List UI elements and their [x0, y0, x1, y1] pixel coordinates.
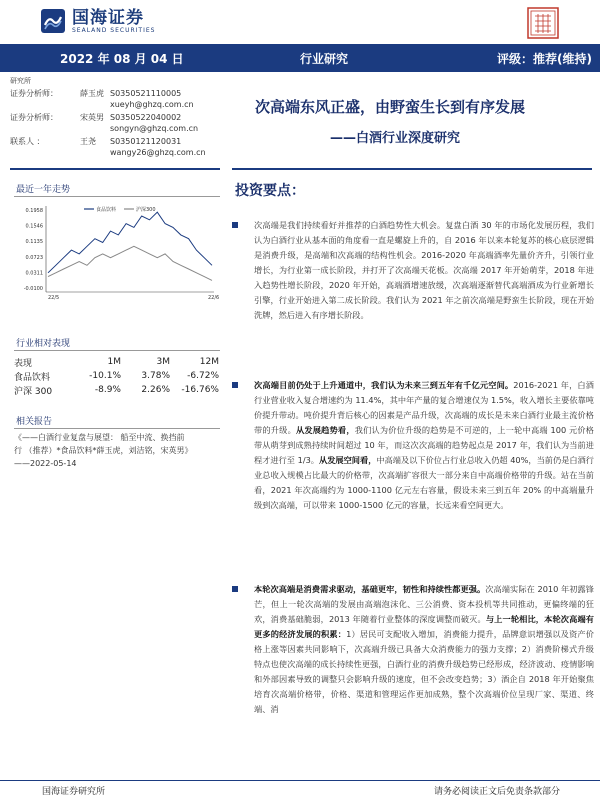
header-cell: 1M — [107, 357, 121, 367]
y-tick-label: 0.1546 — [25, 223, 43, 230]
table-cell: 2.26% — [141, 385, 170, 395]
table-cell: -8.9% — [94, 385, 121, 395]
related-section-title: 相关报告 — [16, 417, 53, 427]
analyst-role: 联系人 ： — [10, 137, 45, 146]
report-rating: 评级：推荐(维持) — [497, 51, 592, 66]
x-tick-label: 22/5 — [48, 295, 60, 301]
analyst-role: 证券分析师： — [10, 89, 58, 98]
x-axis-ticks — [48, 295, 219, 301]
analyst-cert: S0350521110005 — [110, 89, 182, 98]
analyst-name: 宋英男 — [80, 113, 104, 122]
table-cell: -16.76% — [181, 385, 219, 395]
key-point-text: 次高端是我们持续看好并推荐的白酒趋势性大机会。复盘白酒 30 年的市场化发展历程，我们认为白酒行业从基本面的角度看一直是螺旋上升的，自 2016 年以来本轮复苏的核心底层逻辑是消费升级，是高端和次高端的结构性机会。2016-2020 年高端酒率先量价齐升，引领行业增长，为行业第一成长阶段，并打开了次高端天花板。次高端 2017 年开始萌芽，2018 年进入趋势性增长阶段，2020 年开始，高端酒增速放缓，次高端逐渐替代高端酒成为行业新增长引擎，行业开始进入第二成长阶段。我们认为 2021 年之前次高端是野蛮生长阶段，现在开始洗牌，然后进入有序增长阶段。 — [254, 220, 594, 320]
y-axis-ticks — [24, 208, 43, 292]
report-title: 次高端东风正盛，由野蛮生长到有序发展 — [255, 98, 526, 116]
report-subtitle: ——白酒行业深度研究 — [330, 131, 461, 146]
analyst-name: 薛玉虎 — [80, 89, 104, 98]
right-divider — [232, 168, 592, 170]
key-point-3 — [232, 582, 594, 717]
trend-section-line — [14, 196, 220, 197]
left-divider — [10, 168, 220, 170]
certification-seal-icon — [526, 6, 560, 40]
y-tick-label: 0.0311 — [25, 270, 43, 277]
y-tick-label: -0.0100 — [23, 286, 43, 292]
series-lines — [48, 212, 212, 280]
footer-institute: 国海证券研究所 — [42, 787, 106, 797]
table-cell: -6.72% — [187, 371, 219, 381]
table-row — [14, 369, 220, 383]
legend-label-food: 食品饮料 — [96, 207, 117, 213]
performance-table — [14, 355, 220, 397]
header-cell: 3M — [156, 357, 170, 367]
related-section-line — [14, 428, 220, 429]
bullet-icon — [232, 586, 238, 592]
key-point-2 — [232, 378, 594, 513]
related-report-line[interactable]: 《——白酒行业复盘与展望： 船至中流、换挡前 — [14, 433, 185, 442]
header-cell: 表现 — [14, 358, 33, 369]
bullet-icon — [232, 382, 238, 388]
table-cell: 3.78% — [141, 371, 170, 381]
series-line-food — [48, 212, 212, 273]
analyst-entry — [10, 88, 230, 110]
analyst-cert: S0350121120031 — [110, 137, 182, 146]
analyst-list — [10, 76, 230, 160]
y-tick-label: 0.0723 — [25, 254, 43, 261]
y-tick-label: 0.1958 — [25, 208, 43, 214]
chart-legend — [84, 206, 156, 213]
institute-label: 研究所 — [10, 77, 31, 85]
table-cell: 食品饮料 — [14, 372, 51, 383]
analyst-email[interactable]: xueyh@ghzq.com.cn — [110, 100, 194, 109]
table-cell: 沪深 300 — [14, 386, 53, 397]
header-banner — [0, 44, 600, 72]
logo-cn-text: 国海证券 — [72, 7, 144, 28]
footer-disclaimer: 请务必阅读正文后免责条款部分 — [433, 787, 560, 797]
trend-section-title: 最近一年走势 — [16, 185, 71, 195]
analyst-email[interactable]: wangy26@ghzq.com.cn — [110, 148, 206, 157]
table-row — [14, 383, 220, 397]
analyst-role: 证券分析师： — [10, 113, 58, 122]
performance-section-title: 行业相对表现 — [16, 339, 71, 349]
company-logo — [40, 8, 155, 34]
analyst-entry — [10, 136, 230, 158]
x-tick-label: 22/6 — [208, 295, 220, 301]
logo-en-text: SEALAND SECURITIES — [72, 26, 156, 34]
series-line-hs300 — [48, 246, 212, 280]
footer-divider — [0, 780, 600, 781]
analyst-email[interactable]: songyn@ghzq.com.cn — [110, 124, 199, 133]
performance-section-line — [14, 350, 220, 351]
table-cell: -10.1% — [89, 371, 121, 381]
trend-chart — [14, 200, 220, 315]
key-point-text: 次高端目前仍处于上升通道中，我们认为未来三到五年有千亿元空间。2016-2021 年，白酒行业营业收入复合增速约为 11.4%，其中年产量的复合增速仅为 1.5%，收入增长主要依靠吨价提升带动。吨价提升背后核心的因素是产品升级，次高端的成长是未来白酒行业最主流价格带的升级。从发展趋势看，我们认为价位升级的趋势是不可逆的，上一轮中高端 100 元价格带从萌芽到成熟持续时间超过 10 年，而这次次高端的趋势起点是 2017 年，我们认为当前进程才进行至 1/3。从发展空间看，中高端及以下价位占行业总收入仍超 40%，当前仍是白酒行业总收入规模占比最大的价格带，次高端扩容很大一部分来自中高端价格带的升级。站在当前看，2021 年次高端约为 1000-1100 亿元左右容量，假设未来三到五年 20% 的中高端量升级到次高端，可以带来 1000-1500 亿元的容量，长远来看空间更大。 — [254, 380, 594, 510]
related-reports — [14, 431, 220, 470]
key-point-text: 本轮次高端是消费需求驱动，基础更牢，韧性和持续性都更强。次高端实际在 2010 年初露锋芒，但上一轮次高端的发展由高端泡沫化、三公消费、资本投机等共同推动，更偏终端的狂欢，消费基础脆弱，2013 年随着行业整体的深度调整而破灭。与上一轮相比，本轮次高端有更多的经济发展的积累：1）居民可支配收入增加，消费能力提升，品牌意识增强以及资产价格上涨等因素共同影响下，次高端升级已具备大众消费能力的强力支撑；2）消费阶梯式升级特点也使次高端的成长持续性更强，白酒行业的消费升级趋势已经形成，经济波动、疫情影响和外部因素导致的调整只会影响升级的速度，但不会改变趋势；3）酒企自 2018 年开始聚焦培育次高端价格带，价格、渠道和管理运作更加成熟，整个次高端价位呈现厂家、渠道、终端、消 — [254, 584, 594, 714]
report-category: 行业研究 — [300, 51, 349, 66]
logo-mark-icon — [40, 8, 66, 34]
report-date: 2022 年 08 月 04 日 — [60, 51, 184, 66]
table-header-row — [14, 355, 220, 369]
analyst-entry — [10, 112, 230, 134]
header-cell: 12M — [199, 357, 219, 367]
related-report-date: ——2022-05-14 — [14, 459, 77, 468]
analyst-name: 王尧 — [80, 137, 96, 146]
analyst-cert: S0350522040002 — [110, 113, 182, 122]
key-points-title: 投资要点： — [235, 183, 305, 199]
key-point-1 — [232, 218, 594, 323]
bullet-icon — [232, 222, 238, 228]
y-tick-label: 0.1135 — [25, 239, 43, 246]
legend-label-hs300: 沪深300 — [136, 207, 156, 213]
related-report-line[interactable]: 行 （推荐）*食品饮料*薛玉虎，刘洁铭，宋英男》 — [14, 446, 193, 455]
